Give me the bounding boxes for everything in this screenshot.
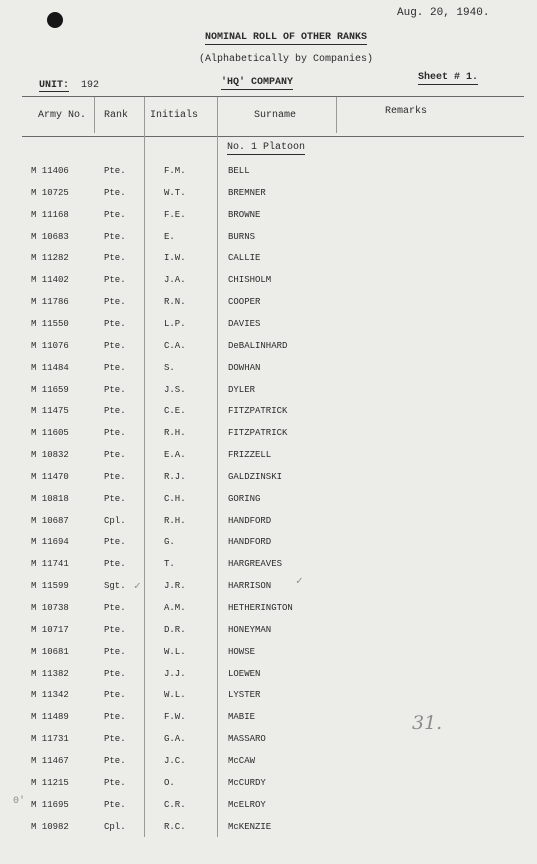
table-row (0, 381, 537, 401)
surname-cell: DeBALINHARD (228, 340, 288, 351)
column-header-rank: Rank (104, 110, 129, 121)
army-number-cell: M 10832 (31, 450, 69, 461)
table-row (0, 643, 537, 663)
table-row (0, 359, 537, 379)
sheet-number: Sheet # 1. (418, 72, 479, 83)
surname-cell: LOEWEN (228, 668, 261, 679)
initials-cell: F.E. (164, 209, 186, 220)
army-number-cell: M 10687 (31, 515, 69, 526)
table-row (0, 228, 537, 248)
initials-cell: R.H. (164, 515, 186, 526)
surname-cell: FITZPATRICK (228, 406, 288, 417)
table-row (0, 402, 537, 422)
surname-cell: DOWHAN (228, 362, 261, 373)
initials-cell: W.T. (164, 187, 186, 198)
header-bottom-rule (22, 136, 524, 137)
surname-cell: FITZPATRICK (228, 428, 288, 439)
rank-cell: Pte. (104, 777, 126, 788)
initials-cell: O. (164, 777, 175, 788)
platoon-heading: No. 1 Platoon (227, 142, 306, 153)
rank-cell: Pte. (104, 690, 126, 701)
initials-cell: E. (164, 231, 175, 242)
rank-cell: Pte. (104, 166, 126, 176)
table-row (0, 271, 537, 291)
army-number-cell: M 11599 (31, 581, 69, 592)
rank-cell: Cpl. (104, 821, 126, 832)
surname-cell: HOWSE (228, 646, 256, 657)
table-row (0, 665, 537, 685)
army-number-cell: M 11489 (31, 712, 69, 723)
rank-cell: Pte. (104, 362, 126, 373)
army-number-cell: M 11215 (31, 777, 69, 788)
rank-cell: Pte. (104, 755, 126, 766)
army-number-cell: M 11695 (31, 799, 69, 810)
rank-cell: Pte. (104, 624, 126, 635)
surname-cell: HANDFORD (228, 515, 272, 526)
rank-cell: Pte. (104, 253, 126, 264)
rank-cell: Pte. (104, 187, 126, 198)
initials-cell: R.H. (164, 428, 186, 439)
table-row (0, 577, 537, 597)
initials-cell: J.R. (164, 581, 186, 592)
column-header-army-no: Army No. (38, 110, 87, 121)
army-number-cell: M 11694 (31, 537, 69, 548)
table-row (0, 293, 537, 313)
initials-cell: C.R. (164, 799, 186, 810)
initials-cell: R.J. (164, 471, 186, 482)
table-row (0, 490, 537, 510)
initials-cell: J.A. (164, 275, 186, 286)
document-subtitle: (Alphabetically by Companies) (198, 54, 374, 65)
table-row (0, 446, 537, 466)
initials-cell: J.C. (164, 755, 186, 766)
army-number-cell: M 10725 (31, 187, 69, 198)
rank-cell: Pte. (104, 471, 126, 482)
rank-cell: Pte. (104, 799, 126, 810)
unit-value: 192 (81, 80, 100, 91)
army-number-cell: M 10818 (31, 493, 69, 504)
army-number-cell: M 11741 (31, 559, 69, 570)
table-row (0, 184, 537, 204)
army-number-cell: M 10681 (31, 646, 69, 657)
rank-cell: Pte. (104, 559, 126, 570)
initials-cell: W.L. (164, 690, 186, 701)
army-number-cell: M 11467 (31, 755, 69, 766)
surname-cell: HANDFORD (228, 537, 272, 548)
surname-cell: McKENZIE (228, 821, 272, 832)
document-date: Aug. 20, 1940. (397, 7, 490, 19)
document-title: NOMINAL ROLL OF OTHER RANKS (204, 32, 368, 43)
army-number-cell: M 11659 (31, 384, 69, 395)
army-number-cell: M 11282 (31, 253, 69, 264)
table-row (0, 468, 537, 488)
surname-cell: DYLER (228, 384, 256, 395)
army-number-cell: M 11484 (31, 362, 69, 373)
table-row (0, 599, 537, 619)
army-number-cell: M 10982 (31, 821, 69, 832)
table-row (0, 752, 537, 772)
rank-cell: Pte. (104, 712, 126, 723)
column-divider (336, 97, 337, 133)
surname-cell: McELROY (228, 799, 266, 810)
table-row (0, 686, 537, 706)
surname-cell: HARRISON (228, 581, 272, 592)
initials-cell: D.R. (164, 624, 186, 635)
surname-cell: McCURDY (228, 777, 266, 788)
unit-info (39, 80, 99, 91)
army-number-cell: M 11168 (31, 209, 69, 220)
check-mark: ✓ (296, 576, 303, 588)
company-name: 'HQ' COMPANY (221, 77, 294, 88)
surname-cell: CHISHOLM (228, 275, 272, 286)
handwritten-remark: 31. (412, 712, 443, 734)
surname-cell: FRIZZELL (228, 450, 272, 461)
army-number-cell: M 11786 (31, 297, 69, 308)
table-row (0, 818, 537, 838)
initials-cell: F.W. (164, 712, 186, 723)
army-number-cell: M 10738 (31, 603, 69, 613)
surname-cell: BURNS (228, 231, 256, 242)
rank-cell: Pte. (104, 297, 126, 308)
rank-cell: Sgt. (104, 581, 126, 592)
table-row (0, 424, 537, 444)
army-number-cell: M 11731 (31, 734, 69, 745)
table-row (0, 249, 537, 269)
punch-hole (47, 12, 63, 28)
surname-cell: HARGREAVES (228, 559, 283, 570)
column-header-initials: Initials (150, 110, 199, 121)
initials-cell: S. (164, 362, 175, 373)
army-number-cell: M 10683 (31, 231, 69, 242)
column-header-remarks: Remarks (385, 106, 428, 117)
initials-cell: T. (164, 559, 175, 570)
surname-cell: McCAW (228, 755, 256, 766)
unit-label: UNIT: (39, 80, 70, 91)
rank-cell: Pte. (104, 384, 126, 395)
rank-cell: Pte. (104, 493, 126, 504)
rank-cell: Pte. (104, 537, 126, 548)
surname-cell: GORING (228, 493, 261, 504)
rank-cell: Pte. (104, 646, 126, 657)
army-number-cell: M 11342 (31, 690, 69, 701)
army-number-cell: M 11605 (31, 428, 69, 439)
table-row (0, 621, 537, 641)
surname-cell: BROWNE (228, 209, 261, 220)
margin-mark: 0' (13, 796, 26, 807)
rank-cell: Pte. (104, 734, 126, 745)
army-number-cell: M 11382 (31, 668, 69, 679)
initials-cell: I.W. (164, 253, 186, 264)
surname-cell: DAVIES (228, 318, 261, 329)
initials-cell: C.E. (164, 406, 186, 417)
column-divider (94, 97, 95, 133)
table-row (0, 796, 537, 816)
surname-cell: MASSARO (228, 734, 266, 745)
rank-cell: Pte. (104, 318, 126, 329)
rank-cell: Pte. (104, 340, 126, 351)
table-row (0, 708, 537, 728)
table-row (0, 730, 537, 750)
army-number-cell: M 11402 (31, 275, 69, 286)
surname-cell: BELL (228, 166, 250, 176)
army-number-cell: M 11550 (31, 318, 69, 329)
initials-cell: C.A. (164, 340, 186, 351)
table-row (0, 774, 537, 794)
surname-cell: HONEYMAN (228, 624, 272, 635)
initials-cell: F.M. (164, 166, 186, 176)
table-row (0, 555, 537, 575)
check-mark: ✓ (134, 581, 141, 593)
rank-cell: Pte. (104, 275, 126, 286)
army-number-cell: M 11406 (31, 166, 69, 176)
initials-cell: L.P. (164, 318, 186, 329)
surname-cell: GALDZINSKI (228, 471, 283, 482)
rank-cell: Pte. (104, 231, 126, 242)
surname-cell: HETHERINGTON (228, 603, 293, 613)
rank-cell: Cpl. (104, 515, 126, 526)
initials-cell: G. (164, 537, 175, 548)
initials-cell: G.A. (164, 734, 186, 745)
table-row (0, 337, 537, 357)
table-top-rule (22, 96, 524, 97)
army-number-cell: M 11076 (31, 340, 69, 351)
surname-cell: MABIE (228, 712, 256, 723)
table-row (0, 315, 537, 335)
army-number-cell: M 11475 (31, 406, 69, 417)
initials-cell: R.N. (164, 297, 186, 308)
rank-cell: Pte. (104, 668, 126, 679)
surname-cell: COOPER (228, 297, 261, 308)
initials-cell: A.M. (164, 603, 186, 613)
rank-cell: Pte. (104, 603, 126, 613)
initials-cell: J.J. (164, 668, 186, 679)
initials-cell: R.C. (164, 821, 186, 832)
rank-cell: Pte. (104, 406, 126, 417)
table-row (0, 162, 537, 182)
army-number-cell: M 11470 (31, 471, 69, 482)
rank-cell: Pte. (104, 428, 126, 439)
army-number-cell: M 10717 (31, 624, 69, 635)
surname-cell: BREMNER (228, 187, 266, 198)
table-row (0, 533, 537, 553)
rank-cell: Pte. (104, 209, 126, 220)
initials-cell: E.A. (164, 450, 186, 461)
rank-cell: Pte. (104, 450, 126, 461)
surname-cell: LYSTER (228, 690, 261, 701)
column-header-surname: Surname (254, 110, 297, 121)
initials-cell: W.L. (164, 646, 186, 657)
initials-cell: J.S. (164, 384, 186, 395)
surname-cell: CALLIE (228, 253, 261, 264)
table-row (0, 206, 537, 226)
initials-cell: C.H. (164, 493, 186, 504)
table-row (0, 512, 537, 532)
